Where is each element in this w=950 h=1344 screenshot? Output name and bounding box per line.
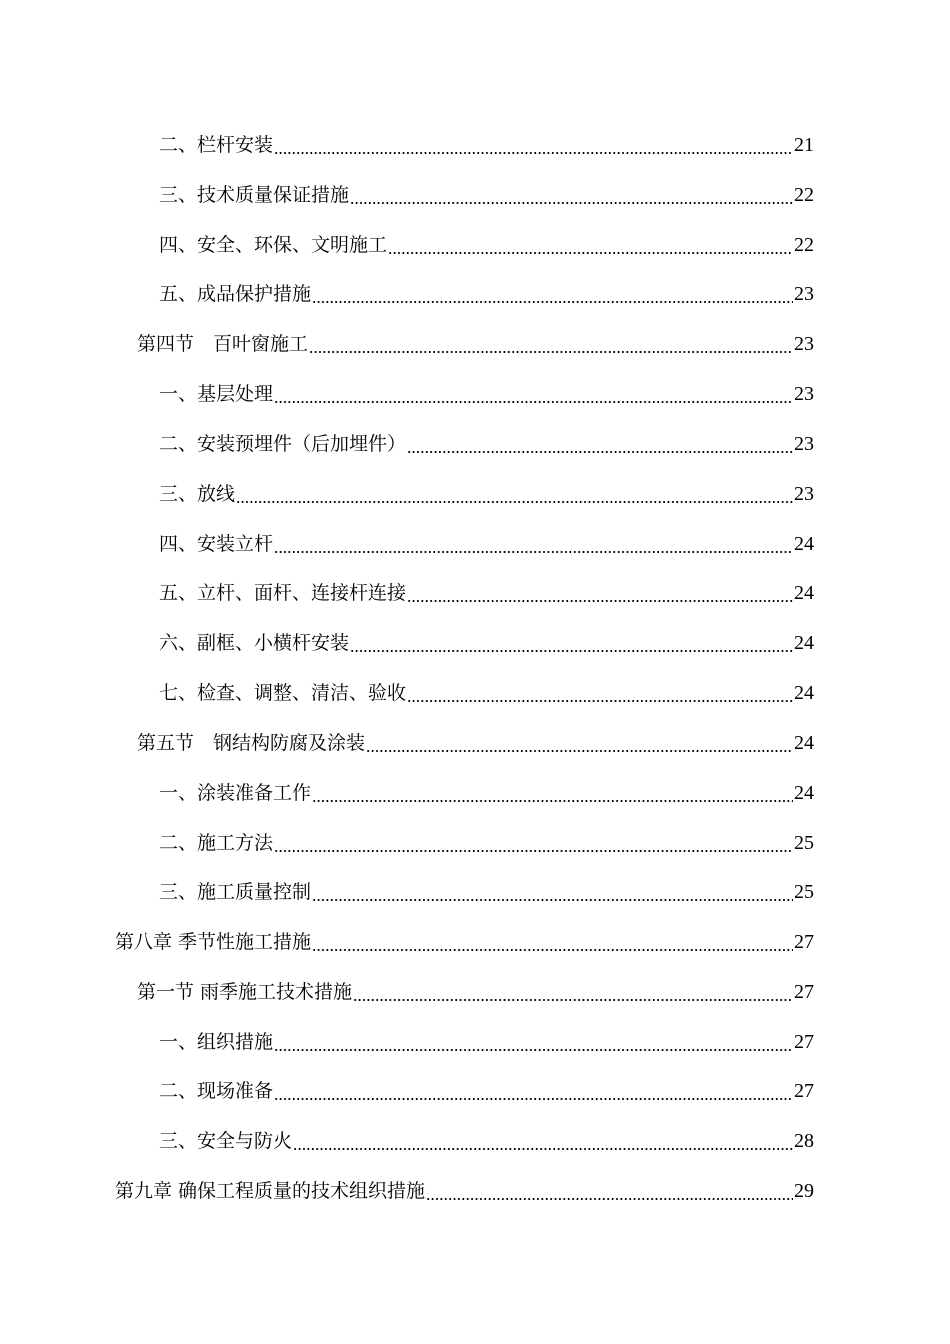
toc-entry[interactable] [159,529,814,559]
toc-entry-title: 二、现场准备 [159,1080,274,1102]
toc-entry-page: 25 [794,832,814,854]
toc-dot-leader [353,977,793,1007]
toc-dot-leader [312,877,793,907]
toc-entry-page: 27 [794,981,814,1003]
toc-entry-title: 第一节 雨季施工技术措施 [137,981,353,1003]
toc-dot-leader [407,429,793,459]
toc-entry-title: 第九章 确保工程质量的技术组织措施 [115,1180,426,1202]
toc-entry[interactable] [159,279,814,309]
toc-dot-leader [274,1027,793,1057]
toc-dot-leader [274,529,793,559]
toc-entry-page: 24 [794,533,814,555]
toc-dot-leader [293,1126,793,1156]
toc-entry-page: 23 [794,333,814,355]
toc-entry[interactable] [159,828,814,858]
toc-entry-page: 27 [794,931,814,953]
toc-entry-page: 24 [794,632,814,654]
toc-dot-leader [350,180,793,210]
toc-dot-leader [426,1176,793,1206]
toc-entry[interactable] [159,1027,814,1057]
toc-dot-leader [366,728,793,758]
toc-dot-leader [274,1076,793,1106]
toc-entry-title: 第八章 季节性施工措施 [115,931,312,953]
toc-entry-page: 23 [794,283,814,305]
toc-entry-title: 六、副框、小横杆安装 [159,632,350,654]
toc-entry-title: 二、施工方法 [159,832,274,854]
toc-entry-title: 四、安装立杆 [159,533,274,555]
toc-entry-page: 24 [794,682,814,704]
toc-entry-title: 五、立杆、面杆、连接杆连接 [159,582,407,604]
toc-entry-title: 第五节 钢结构防腐及涂装 [137,732,366,754]
toc-entry-title: 一、基层处理 [159,383,274,405]
toc-entry-page: 22 [794,234,814,256]
toc-entry-page: 24 [794,732,814,754]
toc-entry[interactable] [159,180,814,210]
toc-dot-leader [350,628,793,658]
toc-dot-leader [407,678,793,708]
toc-entry-title: 三、技术质量保证措施 [159,184,350,206]
toc-entry[interactable] [159,1126,814,1156]
toc-entry-page: 27 [794,1080,814,1102]
toc-entry[interactable] [159,429,814,459]
toc-dot-leader [274,379,793,409]
toc-entry[interactable] [137,329,814,359]
toc-dot-leader [312,778,793,808]
toc-entry[interactable] [159,628,814,658]
toc-entry[interactable] [159,1076,814,1106]
toc-entry[interactable] [159,479,814,509]
toc-entry-page: 22 [794,184,814,206]
toc-entry-title: 三、施工质量控制 [159,881,312,903]
toc-entry-page: 24 [794,582,814,604]
toc-entry[interactable] [137,977,814,1007]
toc-entry[interactable] [159,130,814,160]
toc-entry[interactable] [159,877,814,907]
toc-entry-title: 四、安全、环保、文明施工 [159,234,388,256]
toc-entry[interactable] [137,728,814,758]
toc-entry-page: 25 [794,881,814,903]
toc-dot-leader [274,130,793,160]
toc-entry-page: 23 [794,483,814,505]
toc-dot-leader [309,329,793,359]
toc-entry-title: 五、成品保护措施 [159,283,312,305]
toc-entry-title: 三、安全与防火 [159,1130,293,1152]
toc-entry-page: 29 [794,1180,814,1202]
toc-entry-title: 第四节 百叶窗施工 [137,333,309,355]
toc-dot-leader [407,578,793,608]
toc-entry-page: 28 [794,1130,814,1152]
toc-entry-title: 二、栏杆安装 [159,134,274,156]
toc-dot-leader [388,230,793,260]
toc-entry-chapter[interactable] [115,1176,814,1206]
toc-entry-page: 23 [794,433,814,455]
toc-entry-title: 三、放线 [159,483,236,505]
toc-entry-title: 七、检查、调整、清洁、验收 [159,682,407,704]
toc-entry[interactable] [159,578,814,608]
toc-entry[interactable] [159,678,814,708]
toc-dot-leader [236,479,793,509]
toc-entry[interactable] [159,379,814,409]
toc-dot-leader [312,927,793,957]
toc-entry-title: 二、安装预埋件（后加埋件） [159,433,407,455]
toc-dot-leader [274,828,793,858]
toc-dot-leader [312,279,793,309]
toc-entry[interactable] [159,778,814,808]
toc-entry[interactable] [159,230,814,260]
toc-entry-page: 27 [794,1031,814,1053]
toc-entry-page: 24 [794,782,814,804]
toc-entry-page: 23 [794,383,814,405]
toc-entry-chapter[interactable] [115,927,814,957]
toc-entry-title: 一、涂装准备工作 [159,782,312,804]
toc-entry-title: 一、组织措施 [159,1031,274,1053]
toc-entry-page: 21 [794,134,814,156]
